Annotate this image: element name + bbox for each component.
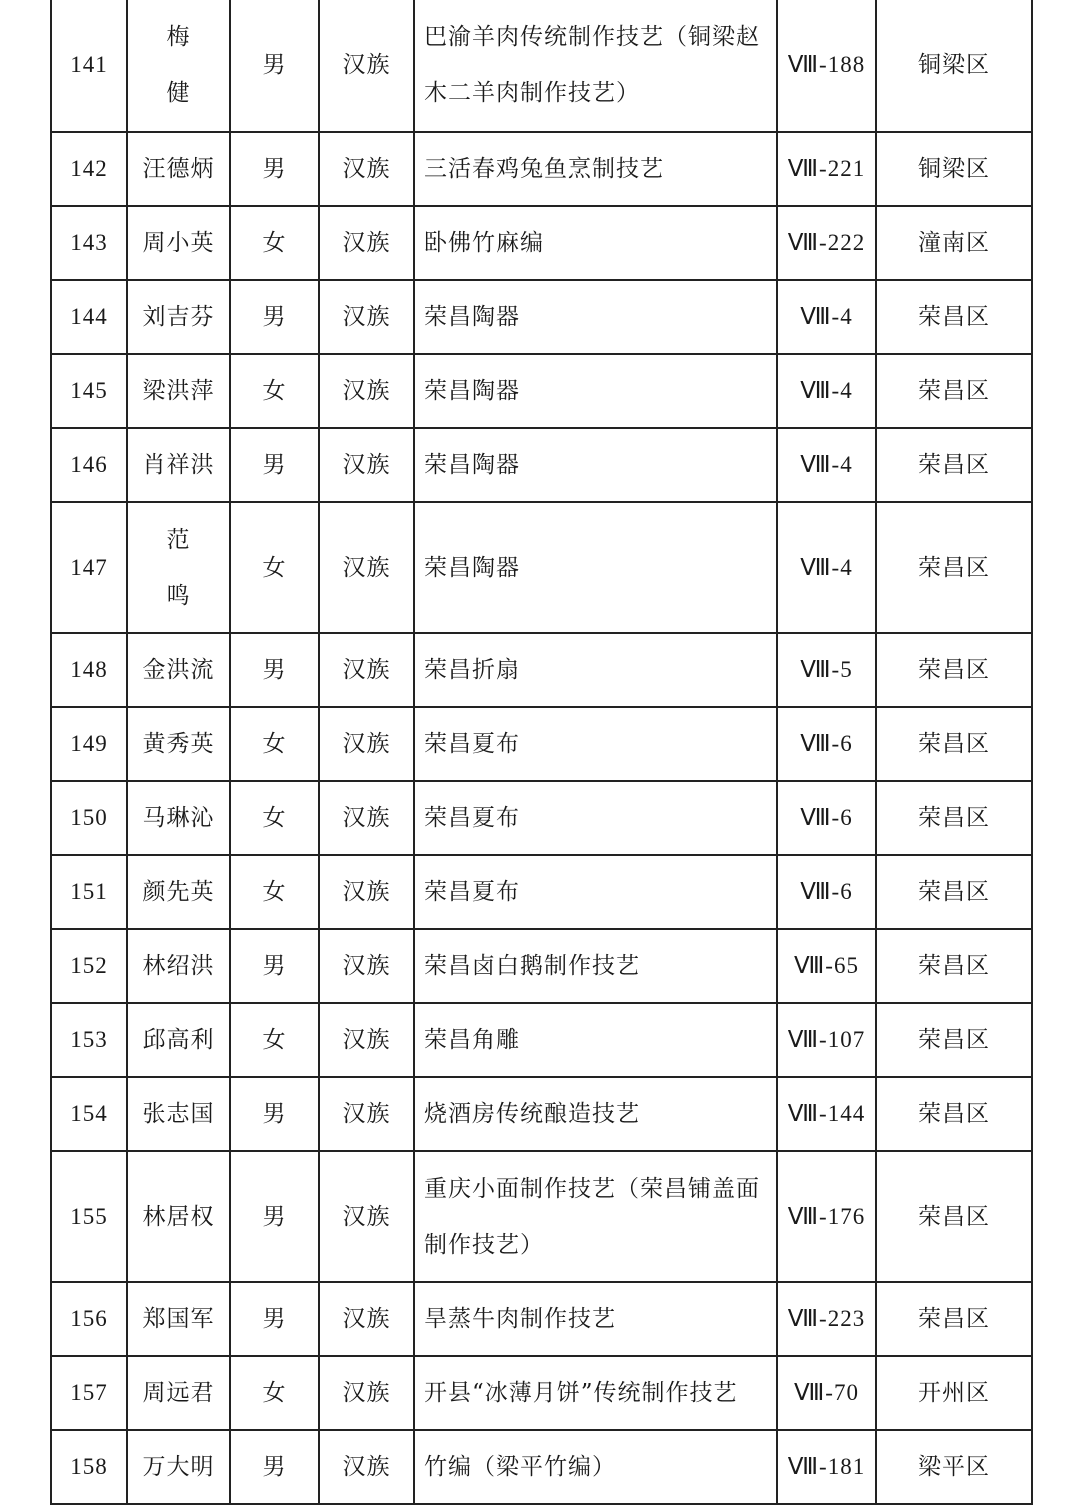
district-cell: 荣昌区 bbox=[876, 502, 1032, 633]
ethnicity-cell: 汉族 bbox=[319, 502, 414, 633]
project-code-cell: Ⅷ-5 bbox=[777, 633, 876, 707]
district-cell: 铜梁区 bbox=[876, 132, 1032, 206]
name-cell: 肖祥洪 bbox=[127, 428, 230, 502]
gender-cell: 女 bbox=[230, 1003, 319, 1077]
name-char: 健 bbox=[166, 79, 191, 106]
district-cell: 荣昌区 bbox=[876, 707, 1032, 781]
project-line: 荣昌陶器 bbox=[424, 378, 520, 404]
row-number-cell: 150 bbox=[51, 781, 127, 855]
name-cell: 林绍洪 bbox=[127, 929, 230, 1003]
row-number-cell: 154 bbox=[51, 1077, 127, 1151]
project-cell bbox=[414, 633, 777, 707]
table-row bbox=[51, 206, 1032, 280]
row-number-cell: 146 bbox=[51, 428, 127, 502]
row-number-cell: 152 bbox=[51, 929, 127, 1003]
row-number-cell: 156 bbox=[51, 1282, 127, 1356]
district-cell: 荣昌区 bbox=[876, 855, 1032, 929]
district-cell: 荣昌区 bbox=[876, 1282, 1032, 1356]
gender-cell: 男 bbox=[230, 428, 319, 502]
project-code-cell: Ⅷ-4 bbox=[777, 502, 876, 633]
table-row bbox=[51, 428, 1032, 502]
row-number-cell: 151 bbox=[51, 855, 127, 929]
table-row bbox=[51, 354, 1032, 428]
gender-cell: 男 bbox=[230, 280, 319, 354]
project-cell bbox=[414, 132, 777, 206]
project-code-cell: Ⅷ-181 bbox=[777, 1430, 876, 1504]
table-body bbox=[51, 0, 1032, 1504]
inheritor-table bbox=[50, 0, 1033, 1505]
table-row bbox=[51, 1356, 1032, 1430]
district-cell: 荣昌区 bbox=[876, 929, 1032, 1003]
ethnicity-cell: 汉族 bbox=[319, 1282, 414, 1356]
gender-cell: 女 bbox=[230, 206, 319, 280]
ethnicity-cell: 汉族 bbox=[319, 633, 414, 707]
row-number-cell: 157 bbox=[51, 1356, 127, 1430]
project-line: 荣昌陶器 bbox=[424, 452, 520, 478]
project-cell bbox=[414, 1282, 777, 1356]
ethnicity-cell: 汉族 bbox=[319, 132, 414, 206]
ethnicity-cell: 汉族 bbox=[319, 707, 414, 781]
gender-cell: 男 bbox=[230, 1077, 319, 1151]
ethnicity-cell: 汉族 bbox=[319, 1077, 414, 1151]
project-line: 开县“冰薄月饼”传统制作技艺 bbox=[424, 1380, 738, 1406]
ethnicity-cell: 汉族 bbox=[319, 929, 414, 1003]
project-line: 荣昌折扇 bbox=[424, 657, 520, 683]
ethnicity-cell: 汉族 bbox=[319, 1356, 414, 1430]
name-char: 梅 bbox=[166, 23, 191, 50]
project-cell bbox=[414, 707, 777, 781]
district-cell: 荣昌区 bbox=[876, 354, 1032, 428]
row-number-cell: 153 bbox=[51, 1003, 127, 1077]
project-cell bbox=[414, 1430, 777, 1504]
project-cell bbox=[414, 855, 777, 929]
ethnicity-cell: 汉族 bbox=[319, 1430, 414, 1504]
gender-cell: 男 bbox=[230, 0, 319, 132]
table-row bbox=[51, 280, 1032, 354]
gender-cell: 女 bbox=[230, 781, 319, 855]
project-code-cell: Ⅷ-6 bbox=[777, 707, 876, 781]
project-line: 重庆小面制作技艺（荣昌铺盖面 bbox=[424, 1175, 760, 1202]
gender-cell: 女 bbox=[230, 1356, 319, 1430]
project-line: 荣昌陶器 bbox=[424, 554, 520, 581]
row-number-cell: 141 bbox=[51, 0, 127, 132]
project-line: 竹编（梁平竹编） bbox=[424, 1454, 616, 1480]
district-cell: 梁平区 bbox=[876, 1430, 1032, 1504]
project-cell bbox=[414, 781, 777, 855]
project-cell bbox=[414, 354, 777, 428]
project-line: 荣昌陶器 bbox=[424, 304, 520, 330]
name-cell: 张志国 bbox=[127, 1077, 230, 1151]
project-cell bbox=[414, 0, 777, 132]
ethnicity-cell: 汉族 bbox=[319, 428, 414, 502]
row-number-cell: 143 bbox=[51, 206, 127, 280]
project-code-cell: Ⅷ-4 bbox=[777, 428, 876, 502]
name-stacked bbox=[167, 512, 191, 624]
name-cell: 汪德炳 bbox=[127, 132, 230, 206]
project-line: 烧酒房传统酿造技艺 bbox=[424, 1101, 640, 1127]
district-cell: 荣昌区 bbox=[876, 1003, 1032, 1077]
project-code-cell: Ⅷ-144 bbox=[777, 1077, 876, 1151]
project-code-cell: Ⅷ-222 bbox=[777, 206, 876, 280]
table-row bbox=[51, 1003, 1032, 1077]
row-number-cell: 145 bbox=[51, 354, 127, 428]
project-code-cell: Ⅷ-6 bbox=[777, 855, 876, 929]
district-cell: 荣昌区 bbox=[876, 1077, 1032, 1151]
table-row bbox=[51, 1077, 1032, 1151]
gender-cell: 女 bbox=[230, 354, 319, 428]
name-cell: 郑国军 bbox=[127, 1282, 230, 1356]
gender-cell: 男 bbox=[230, 1430, 319, 1504]
project-cell bbox=[414, 1077, 777, 1151]
ethnicity-cell: 汉族 bbox=[319, 280, 414, 354]
table-row bbox=[51, 781, 1032, 855]
ethnicity-cell: 汉族 bbox=[319, 1003, 414, 1077]
project-code-cell: Ⅷ-188 bbox=[777, 0, 876, 132]
district-cell: 潼南区 bbox=[876, 206, 1032, 280]
project-cell bbox=[414, 929, 777, 1003]
name-cell: 金洪流 bbox=[127, 633, 230, 707]
project-cell bbox=[414, 428, 777, 502]
name-cell: 周远君 bbox=[127, 1356, 230, 1430]
project-line: 荣昌角雕 bbox=[424, 1027, 520, 1053]
project-cell bbox=[414, 206, 777, 280]
district-cell: 荣昌区 bbox=[876, 633, 1032, 707]
table-row bbox=[51, 929, 1032, 1003]
name-cell: 林居权 bbox=[127, 1151, 230, 1282]
table-row bbox=[51, 855, 1032, 929]
ethnicity-cell: 汉族 bbox=[319, 1151, 414, 1282]
name-cell: 梁洪萍 bbox=[127, 354, 230, 428]
gender-cell: 女 bbox=[230, 855, 319, 929]
ethnicity-cell: 汉族 bbox=[319, 0, 414, 132]
table-row bbox=[51, 1430, 1032, 1504]
project-code-cell: Ⅷ-107 bbox=[777, 1003, 876, 1077]
project-cell bbox=[414, 1003, 777, 1077]
project-line: 荣昌夏布 bbox=[424, 731, 520, 757]
district-cell: 荣昌区 bbox=[876, 428, 1032, 502]
row-number-cell: 147 bbox=[51, 502, 127, 633]
gender-cell: 男 bbox=[230, 132, 319, 206]
name-stacked bbox=[167, 9, 191, 121]
ethnicity-cell: 汉族 bbox=[319, 781, 414, 855]
project-code-cell: Ⅷ-70 bbox=[777, 1356, 876, 1430]
table-row bbox=[51, 1282, 1032, 1356]
name-cell: 黄秀英 bbox=[127, 707, 230, 781]
district-cell: 荣昌区 bbox=[876, 1151, 1032, 1282]
name-cell: 颜先英 bbox=[127, 855, 230, 929]
district-cell: 荣昌区 bbox=[876, 781, 1032, 855]
row-number-cell: 144 bbox=[51, 280, 127, 354]
project-cell bbox=[414, 1151, 777, 1282]
district-cell: 开州区 bbox=[876, 1356, 1032, 1430]
name-cell bbox=[127, 502, 230, 633]
project-code-cell: Ⅷ-4 bbox=[777, 280, 876, 354]
project-code-cell: Ⅷ-223 bbox=[777, 1282, 876, 1356]
table-row bbox=[51, 1151, 1032, 1282]
project-line: 巴渝羊肉传统制作技艺（铜梁赵 bbox=[424, 23, 760, 50]
gender-cell: 女 bbox=[230, 707, 319, 781]
project-cell bbox=[414, 280, 777, 354]
district-cell: 铜梁区 bbox=[876, 0, 1032, 132]
table-row bbox=[51, 0, 1032, 132]
project-cell bbox=[414, 1356, 777, 1430]
name-cell: 马琳沁 bbox=[127, 781, 230, 855]
gender-cell: 女 bbox=[230, 502, 319, 633]
name-cell: 周小英 bbox=[127, 206, 230, 280]
project-line: 旱蒸牛肉制作技艺 bbox=[424, 1306, 616, 1332]
gender-cell: 男 bbox=[230, 1151, 319, 1282]
row-number-cell: 158 bbox=[51, 1430, 127, 1504]
table-row bbox=[51, 633, 1032, 707]
project-code-cell: Ⅷ-4 bbox=[777, 354, 876, 428]
gender-cell: 男 bbox=[230, 633, 319, 707]
name-cell: 邱高利 bbox=[127, 1003, 230, 1077]
table-row bbox=[51, 502, 1032, 633]
ethnicity-cell: 汉族 bbox=[319, 354, 414, 428]
table-row bbox=[51, 132, 1032, 206]
project-line: 荣昌卤白鹅制作技艺 bbox=[424, 953, 640, 979]
name-cell bbox=[127, 0, 230, 132]
table-row bbox=[51, 707, 1032, 781]
name-cell: 刘吉芬 bbox=[127, 280, 230, 354]
project-line: 木二羊肉制作技艺） bbox=[424, 79, 640, 106]
name-char: 范 bbox=[166, 526, 191, 553]
project-code-cell: Ⅷ-176 bbox=[777, 1151, 876, 1282]
gender-cell: 男 bbox=[230, 1282, 319, 1356]
row-number-cell: 148 bbox=[51, 633, 127, 707]
ethnicity-cell: 汉族 bbox=[319, 206, 414, 280]
ethnicity-cell: 汉族 bbox=[319, 855, 414, 929]
project-code-cell: Ⅷ-65 bbox=[777, 929, 876, 1003]
row-number-cell: 155 bbox=[51, 1151, 127, 1282]
district-cell: 荣昌区 bbox=[876, 280, 1032, 354]
row-number-cell: 142 bbox=[51, 132, 127, 206]
project-line: 制作技艺） bbox=[424, 1231, 544, 1258]
project-cell bbox=[414, 502, 777, 633]
project-line: 卧佛竹麻编 bbox=[424, 230, 544, 256]
project-line: 三活春鸡兔鱼烹制技艺 bbox=[424, 156, 664, 182]
gender-cell: 男 bbox=[230, 929, 319, 1003]
name-char: 鸣 bbox=[166, 582, 191, 609]
row-number-cell: 149 bbox=[51, 707, 127, 781]
project-code-cell: Ⅷ-221 bbox=[777, 132, 876, 206]
name-cell: 万大明 bbox=[127, 1430, 230, 1504]
project-line: 荣昌夏布 bbox=[424, 879, 520, 905]
project-code-cell: Ⅷ-6 bbox=[777, 781, 876, 855]
project-line: 荣昌夏布 bbox=[424, 805, 520, 831]
